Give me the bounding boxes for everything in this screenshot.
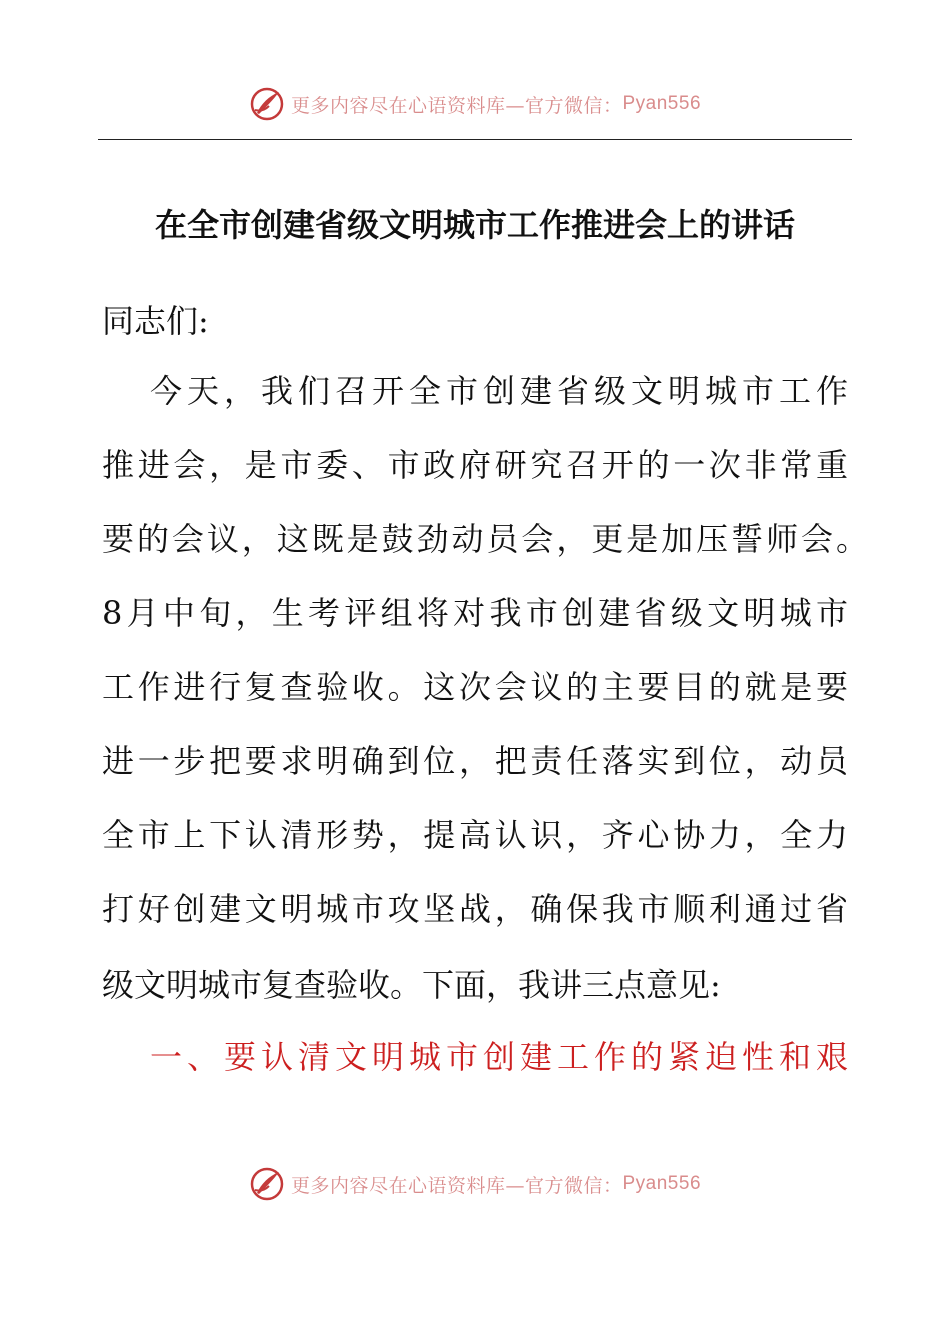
header-banner: [0, 84, 950, 124]
header-rule: [98, 139, 852, 140]
body-line-8: 打好创建文明城市攻坚战，确保我市顺利通过省: [102, 890, 848, 928]
salutation: 同志们:: [102, 302, 209, 340]
body-line-9: 级文明城市复查验收。下面，我讲三点意见:: [102, 966, 721, 1004]
pen-logo-icon: [249, 1166, 285, 1202]
body-line-6: 进一步把要求明确到位，把责任落实到位，动员: [102, 742, 848, 780]
pen-logo-icon: [249, 86, 285, 122]
document-title: 在全市创建省级文明城市工作推进会上的讲话: [154, 206, 795, 244]
body-line-2: 推进会，是市委、市政府研究召开的一次非常重: [102, 446, 848, 484]
footer-banner: [0, 1164, 950, 1204]
body-line-4: 8月中旬，生考评组将对我市创建省级文明城市: [102, 594, 848, 632]
body-line-1: 今天，我们召开全市创建省级文明城市工作: [150, 372, 848, 410]
wechat-id: Pyan556: [622, 1173, 702, 1194]
section-heading: 一、要认清文明城市创建工作的紧迫性和艰: [150, 1038, 848, 1076]
wechat-id: Pyan556: [622, 93, 702, 114]
body-line-3: 要的会议，这既是鼓劲动员会，更是加压誓师会。: [102, 520, 868, 558]
body-line-5: 工作进行复查验收。这次会议的主要目的就是要: [102, 668, 848, 706]
body-line-7: 全市上下认清形势，提高认识，齐心协力，全力: [102, 816, 848, 854]
banner-text: 更多内容尽在心语资料库—官方微信：: [290, 94, 623, 117]
banner-text: 更多内容尽在心语资料库—官方微信：: [290, 1174, 623, 1197]
